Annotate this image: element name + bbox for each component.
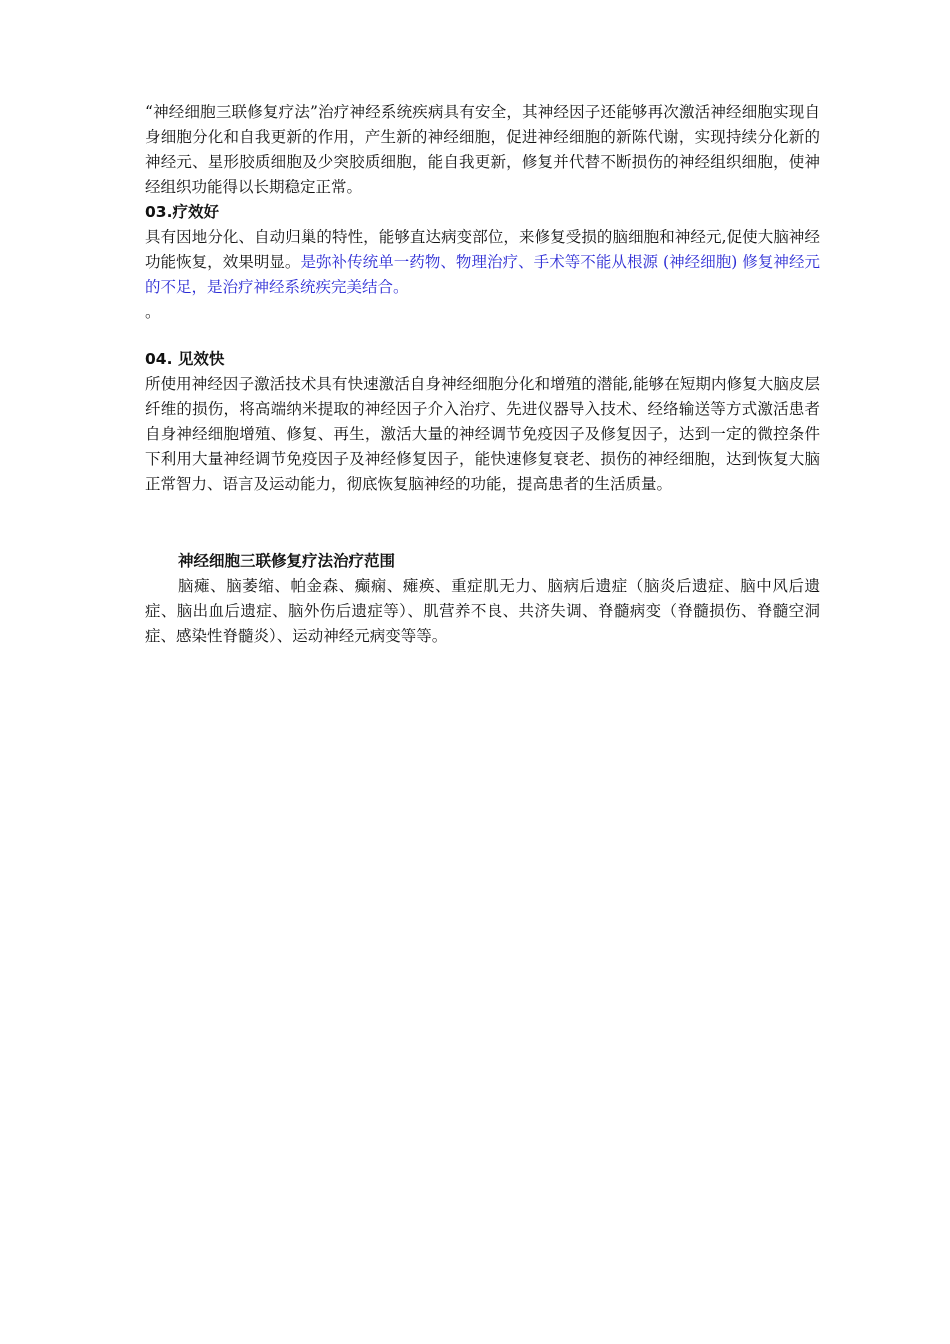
spacer	[145, 325, 820, 347]
paragraph-04-fast-effect: 所使用神经因子激活技术具有快速激活自身神经细胞分化和增殖的潜能,能够在短期内修复大脑皮层纤维的损伤，将高端纳米提取的神经因子介入治疗、先进仪器导入技术、经络输送等方式激活患者自身神经细胞增殖、修复、再生，激活大量的神经调节免疫因子及修复因子，达到一定的微控条件下利用大量神经调节免疫因子及神经修复因子，能快速修复衰老、损伤的神经细胞，达到恢复大脑正常智力、语言及运动能力，彻底恢复脑神经的功能，提高患者的生活质量。	[145, 375, 820, 493]
trailing-period-mark: 。	[145, 303, 161, 321]
intro-paragraph: “神经细胞三联修复疗法”治疗神经系统疾病具有安全，其神经因子还能够再次激活神经细胞实现自身细胞分化和自我更新的作用，产生新的神经细胞，促进神经细胞的新陈代谢，实现持续分化新的神经元、星形胶质细胞及少突胶质细胞，能自我更新，修复并代替不断损伤的神经组织细胞，使神经组织功能得以长期稳定正常。	[145, 103, 820, 196]
paragraph-treatment-scope: 脑瘫、脑萎缩、帕金森、癫痫、瘫痪、重症肌无力、脑病后遗症（脑炎后遗症、脑中风后遗症、脑出血后遗症、脑外伤后遗症等）、肌营养不良、共济失调、脊髓病变（脊髓损伤、脊髓空洞症、感染性脊髓炎）、运动神经元病变等等。	[145, 577, 820, 645]
paragraph-03-black-text: 具有因地分化、自动归巢的特性，能够直达病变部位，来修复受损的脑细胞和神经元,促使大脑神经功能恢复，效果明显。	[145, 228, 820, 271]
heading-04-fast-effect: 04. 见效快	[145, 350, 225, 368]
document-page	[145, 100, 820, 649]
heading-treatment-scope: 神经细胞三联修复疗法治疗范围	[178, 552, 396, 570]
paragraph-03-blue-text: 是弥补传统单一药物、物理治疗、手术等不能从根源 (神经细胞) 修复神经元的不足，是治疗神经系统疾完美结合。	[145, 253, 820, 296]
spacer	[145, 497, 820, 549]
paragraph-03-efficacy	[145, 225, 820, 300]
heading-03-efficacy: 03.疗效好	[145, 203, 219, 221]
